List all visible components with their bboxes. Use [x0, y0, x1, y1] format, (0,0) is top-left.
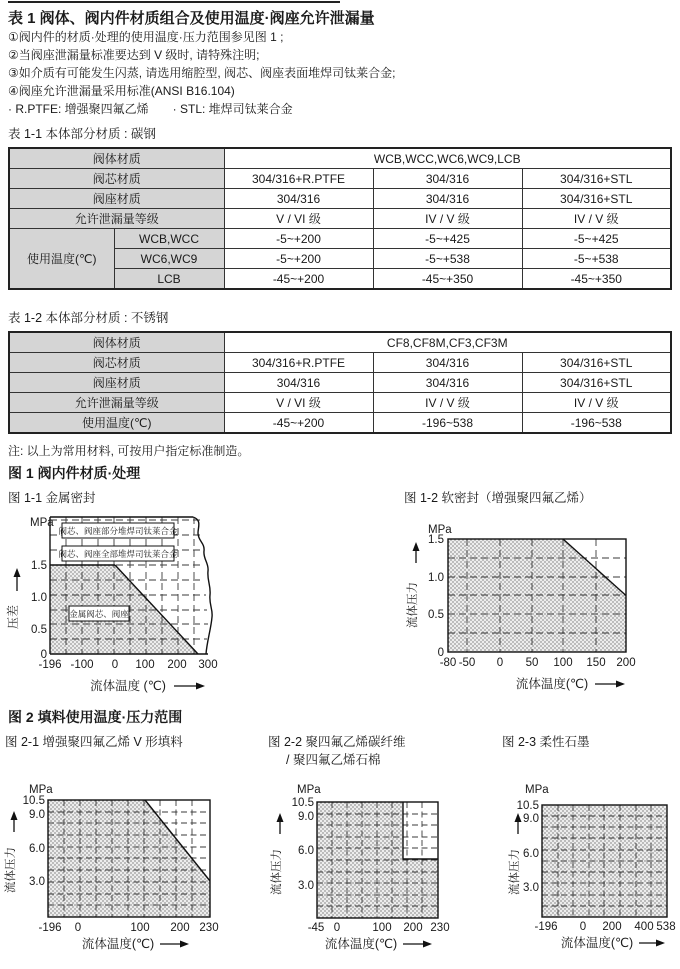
x-tick-labels [440, 657, 636, 669]
svg-text:流体压力: 流体压力 [271, 849, 283, 895]
table-row [9, 413, 671, 434]
right-arrow-icon [656, 940, 665, 947]
svg-text:100: 100 [135, 659, 155, 671]
chart-soft-seal [340, 505, 680, 700]
svg-text:1.5: 1.5 [31, 560, 47, 572]
svg-text:流体温度(℃): 流体温度(℃) [560, 936, 634, 950]
svg-text:200: 200 [170, 922, 190, 934]
svg-text:0: 0 [333, 922, 341, 934]
cell: -5~+425 [522, 229, 671, 249]
row-label: 阀芯材质 [9, 169, 224, 189]
svg-text:10.5: 10.5 [22, 795, 45, 807]
cell: CF8,CF8M,CF3,CF3M [224, 332, 671, 353]
y-axis-title [5, 568, 21, 629]
svg-text:-196: -196 [38, 659, 62, 671]
fig1-2-caption: 图 1-2 软密封（增强聚四氟乙烯） [404, 491, 592, 505]
up-arrow-icon [277, 813, 284, 822]
cell: 304/316 [373, 353, 522, 373]
table1-caption: 表 1-1 本体部分材质 : 碳钢 [8, 127, 156, 141]
y-axis-title [405, 542, 420, 628]
svg-text:0.5: 0.5 [31, 624, 47, 636]
svg-text:流体压力: 流体压力 [5, 847, 17, 893]
y-tick-labels [23, 795, 45, 888]
svg-text:流体压力: 流体压力 [407, 582, 419, 628]
packing-region [48, 800, 210, 917]
svg-text:-196: -196 [534, 921, 558, 933]
svg-text:200: 200 [403, 922, 423, 934]
svg-text:50: 50 [525, 657, 539, 669]
svg-text:流体温度 (℃): 流体温度 (℃) [90, 679, 166, 693]
cell: 304/316 [373, 169, 522, 189]
note-1: ①阀内件的材质·处理的使用温度·压力范围参见图 1 ; [8, 30, 284, 44]
y-axis-title [269, 813, 284, 895]
chart-ptfe-carbon-fiber-packing [240, 778, 470, 969]
note-3: ③如介质有可能发生闪蒸, 请选用缩腔型, 阀芯、阀座表面堆焊司钛莱合金; [8, 66, 396, 80]
fig2-3-caption: 图 2-3 柔性石墨 [502, 735, 590, 749]
svg-text:3.0: 3.0 [298, 880, 314, 892]
note-4: ④阀座允许泄漏量采用标准(ANSI B16.104) [8, 84, 235, 98]
row-label: 阀芯材质 [9, 353, 224, 373]
x-tick-labels [308, 922, 450, 934]
svg-text:-50: -50 [458, 657, 476, 669]
cell: -45~+350 [373, 269, 522, 290]
fig2-2-caption-line2: / 聚四氟乙烯石棉 [286, 753, 381, 767]
up-arrow-icon [14, 568, 21, 577]
cell: V / VI 级 [224, 209, 373, 229]
partial-stellite-label: 阀芯、阀座部分堆焊司钛莱合金 [58, 526, 178, 536]
table2-caption: 表 1-2 本体部分材质 : 不锈钢 [8, 311, 169, 325]
svg-text:3.0: 3.0 [523, 882, 539, 894]
cell: 304/316 [373, 189, 522, 209]
fig2-heading: 图 2 填料使用温度·压力范围 [8, 709, 183, 725]
svg-text:10.5: 10.5 [516, 800, 539, 812]
cell: IV / V 级 [373, 393, 522, 413]
svg-text:100: 100 [553, 657, 573, 669]
cell: 304/316+R.PTFE [224, 353, 373, 373]
fig1-1-caption: 图 1-1 金属密封 [8, 491, 96, 505]
svg-text:9.0: 9.0 [29, 809, 45, 821]
cell: -5~+425 [373, 229, 522, 249]
svg-text:-100: -100 [70, 659, 94, 671]
cell: -5~+538 [522, 249, 671, 269]
soft-seal-region [448, 539, 626, 652]
table-row [9, 332, 671, 353]
cell: IV / V 级 [373, 209, 522, 229]
right-arrow-icon [423, 941, 432, 948]
top-crop-artifact [8, 1, 340, 3]
svg-text:压差: 压差 [6, 604, 20, 630]
row-label: 使用温度(℃) [9, 413, 224, 434]
cell: WCB,WCC,WC6,WC9,LCB [224, 148, 671, 169]
row-label: 阀座材质 [9, 373, 224, 393]
table-row [9, 353, 671, 373]
table-row [9, 229, 671, 249]
cell: -45~+350 [522, 269, 671, 290]
up-arrow-icon [515, 813, 522, 822]
svg-text:200: 200 [167, 659, 187, 671]
x-axis-title [325, 936, 432, 951]
chart-flexible-graphite-packing [470, 778, 680, 969]
chart-metal-seal [0, 505, 340, 700]
y-unit-label: MPa [428, 524, 452, 536]
sub-label: LCB [114, 269, 224, 290]
right-arrow-icon [616, 681, 625, 688]
cell: V / VI 级 [224, 393, 373, 413]
table-stainless-steel [8, 331, 672, 434]
svg-text:3.0: 3.0 [29, 876, 45, 888]
svg-text:300: 300 [198, 659, 218, 671]
svg-text:9.0: 9.0 [298, 811, 314, 823]
y-unit-label: MPa [30, 517, 54, 529]
svg-text:-80: -80 [439, 657, 457, 669]
table-row [9, 373, 671, 393]
row-label: 使用温度(℃) [9, 229, 114, 290]
cell: -5~+200 [224, 249, 373, 269]
cell: -196~538 [373, 413, 522, 434]
table-footnote: 注: 以上为常用材料, 可按用户指定标准制造。 [8, 444, 250, 458]
svg-text:200: 200 [602, 921, 622, 933]
fig2-1-caption: 图 2-1 增强聚四氟乙烯 V 形填料 [5, 735, 183, 749]
svg-text:6.0: 6.0 [298, 845, 314, 857]
svg-text:538: 538 [656, 921, 676, 933]
cell: IV / V 级 [522, 393, 671, 413]
svg-text:1.0: 1.0 [428, 572, 444, 584]
svg-text:10.5: 10.5 [291, 797, 314, 809]
cell: -196~538 [522, 413, 671, 434]
svg-text:0.5: 0.5 [428, 609, 444, 621]
y-tick-labels [292, 797, 314, 892]
svg-text:流体温度(℃): 流体温度(℃) [324, 937, 398, 951]
table-row [9, 393, 671, 413]
svg-text:230: 230 [430, 922, 450, 934]
right-arrow-icon [196, 683, 205, 690]
cell: 304/316 [224, 189, 373, 209]
chart-rptfe-v-packing [0, 778, 240, 969]
y-tick-labels [31, 560, 47, 661]
y-tick-labels [428, 534, 444, 659]
page-title: 表 1 阀体、阀内件材质组合及使用温度·阀座允许泄漏量 [8, 10, 375, 27]
cell: -5~+538 [373, 249, 522, 269]
table-row [9, 209, 671, 229]
cell: -45~+200 [224, 413, 373, 434]
y-unit-label: MPa [525, 784, 549, 796]
up-arrow-icon [413, 542, 420, 551]
svg-text:流体压力: 流体压力 [509, 849, 521, 895]
svg-text:400: 400 [634, 921, 654, 933]
svg-text:流体温度(℃): 流体温度(℃) [81, 937, 155, 951]
svg-text:230: 230 [199, 922, 219, 934]
svg-text:0: 0 [496, 657, 504, 669]
row-label: 允许泄漏量等级 [9, 209, 224, 229]
svg-text:0: 0 [579, 921, 587, 933]
svg-text:100: 100 [130, 922, 150, 934]
table-row [9, 169, 671, 189]
svg-text:6.0: 6.0 [29, 843, 45, 855]
full-stellite-label: 阀芯、阀座全部堆焊司钛莱合金 [58, 549, 178, 559]
fig2-2-caption-line1: 图 2-2 聚四氟乙烯碳纤维 [268, 735, 406, 749]
y-unit-label: MPa [297, 784, 321, 796]
cell: 304/316+STL [522, 169, 671, 189]
svg-text:6.0: 6.0 [523, 848, 539, 860]
row-label: 阀体材质 [9, 148, 224, 169]
table-row [9, 189, 671, 209]
step-boundary [403, 802, 438, 859]
svg-text:0: 0 [40, 649, 47, 661]
y-unit-label: MPa [29, 784, 53, 796]
svg-text:-45: -45 [307, 922, 325, 934]
svg-text:1.0: 1.0 [31, 592, 47, 604]
metal-trim-label: 金属阀芯、阀座 [69, 609, 129, 619]
row-label: 允许泄漏量等级 [9, 393, 224, 413]
x-axis-title [90, 678, 205, 693]
svg-text:1.5: 1.5 [428, 534, 444, 546]
sub-label: WCB,WCC [114, 229, 224, 249]
x-axis-title [561, 935, 665, 950]
svg-text:150: 150 [586, 657, 606, 669]
svg-text:0: 0 [74, 922, 82, 934]
up-arrow-icon [11, 811, 18, 820]
note-2: ②当阀座泄漏量标准要达到 V 级时, 请特殊注明; [8, 48, 260, 62]
cell: -5~+200 [224, 229, 373, 249]
svg-text:流体温度(℃): 流体温度(℃) [515, 677, 589, 691]
cell: -45~+200 [224, 269, 373, 290]
x-tick-labels [534, 921, 675, 933]
svg-text:-196: -196 [38, 922, 62, 934]
fig1-heading: 图 1 阀内件材质·处理 [8, 465, 141, 481]
torn-right-edge [193, 517, 212, 654]
row-label: 阀体材质 [9, 332, 224, 353]
cell: 304/316+STL [522, 373, 671, 393]
row-label: 阀座材质 [9, 189, 224, 209]
svg-text:0: 0 [111, 659, 119, 671]
cell: 304/316+R.PTFE [224, 169, 373, 189]
cell: 304/316 [373, 373, 522, 393]
right-arrow-icon [180, 941, 189, 948]
cell: IV / V 级 [522, 209, 671, 229]
cell: 304/316+STL [522, 353, 671, 373]
svg-text:9.0: 9.0 [523, 813, 539, 825]
cell: 304/316 [224, 373, 373, 393]
sub-label: WC6,WC9 [114, 249, 224, 269]
y-axis-title [3, 811, 18, 893]
x-tick-labels [38, 922, 218, 934]
svg-text:0: 0 [437, 647, 444, 659]
x-axis-title [82, 936, 189, 951]
cell: 304/316+STL [522, 189, 671, 209]
abbreviation-legend: · R.PTFE: 增强聚四氟乙烯 · STL: 堆焊司钛莱合金 [8, 102, 293, 116]
svg-text:100: 100 [372, 922, 392, 934]
table-row [9, 148, 671, 169]
svg-text:200: 200 [616, 657, 636, 669]
y-axis-title [507, 813, 522, 895]
x-tick-labels [38, 659, 217, 671]
x-axis-title [516, 676, 625, 691]
table-carbon-steel [8, 147, 672, 290]
